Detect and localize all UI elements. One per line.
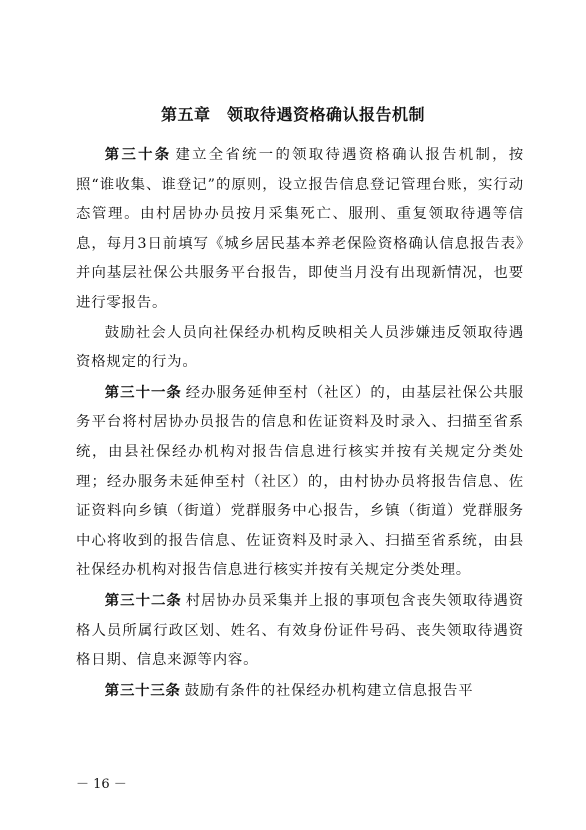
article-30-text: 建立全省统一的领取待遇资格确认报告机制，按照“谁收集、谁登记”的原则，设立报告信息登记管理台账，实行动态管理。由村居协办员按月采集死亡、服刑、重复领取待遇等信息，每月3日前填写《城乡居民基本养老保险资格确认信息报告表》并向基层社保公共服务平台报告，即使当月没有出现新情况，也要进行零报告。 [76,147,524,311]
article-33-paragraph [76,676,524,707]
page-number: － 16 － [76,777,127,792]
article-32-heading: 第三十二条 [104,591,182,609]
chapter-title: 第五章 领取待遇资格确认报告机制 [160,105,425,124]
encouragement-paragraph [76,319,524,378]
article-31-heading: 第三十一条 [104,383,182,401]
article-30-paragraph [76,140,524,319]
document-body [76,140,524,706]
article-31-paragraph [76,378,524,586]
article-33-text: 鼓励有条件的社保经办机构建立信息报告平 [184,682,474,699]
article-30-heading: 第三十条 [104,146,172,163]
encouragement-text: 鼓励社会人员向社保经办机构反映相关人员涉嫌违反领取待遇资格规定的行为。 [76,324,524,371]
article-32-text: 村居协办员采集并上报的事项包含丧失领取待遇资格人员所属行政区划、姓名、有效身份证件号码、丧失领取待遇资格日期、信息来源等内容。 [76,592,524,669]
article-31-text: 经办服务延伸至村（社区）的，由基层社保公共服务平台将村居协办员报告的信息和佐证资料及时录入、扫描至省系统，由县社保经办机构对报告信息进行核实并按有关规定分类处理；经办服务未延伸至村（社区）的，由村协办员将报告信息、佐证资料向乡镇（街道）党群服务中心报告，乡镇（街道）党群服务中心将收到的报告信息、佐证资料及时录入、扫描至省系统，由县社保经办机构对报告信息进行核实并按有关规定分类处理。 [76,384,524,579]
article-33-heading: 第三十三条 [104,681,181,699]
article-32-paragraph [76,586,524,676]
